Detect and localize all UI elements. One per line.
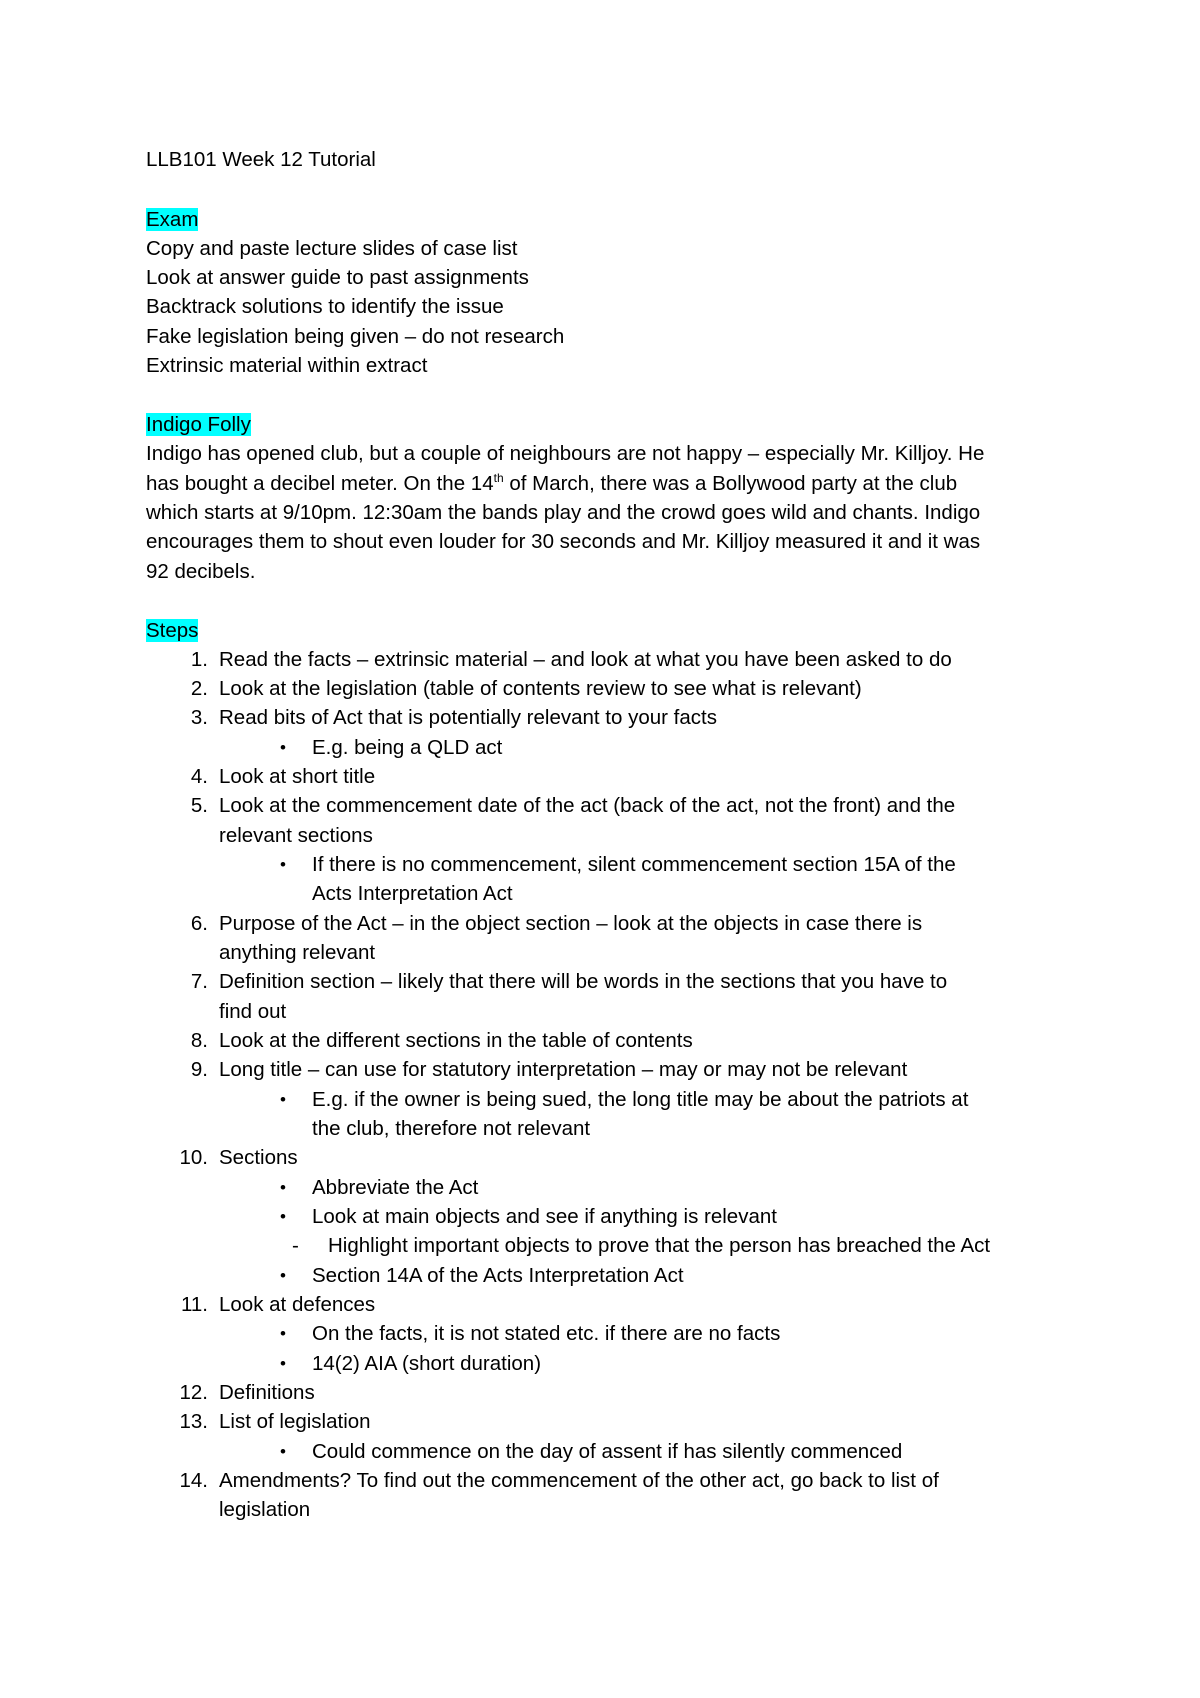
indigo-paragraph-line: 92 decibels. [146, 560, 256, 583]
indigo-paragraph-line: Indigo has opened club, but a couple of neighbours are not happy – especially Mr. Killjoy. He [146, 442, 985, 465]
document-title: LLB101 Week 12 Tutorial [146, 148, 376, 171]
steps-heading: Steps [146, 619, 199, 642]
indigo-paragraph-line: which starts at 9/10pm. 12:30am the bands play and the crowd goes wild and chants. Indigo [146, 501, 981, 524]
indigo-heading: Indigo Folly [146, 413, 251, 436]
exam-line: Look at answer guide to past assignments [146, 266, 529, 289]
exam-line: Copy and paste lecture slides of case list [146, 237, 518, 260]
indigo-paragraph-line: has bought a decibel meter. On the 14th of March, there was a Bollywood party at the club [146, 471, 958, 495]
document-page: LLB101 Week 12 Tutorial Exam Copy and paste lecture slides of case list Look at answer guide to past assignments Backtrack solutions to identify the issue Fake legislation being given – do not research Extrinsic material within extract Indigo Folly Indigo has opened club, but a couple of neighbours are not happy – especially Mr. Killjoy. He has bought a decibel meter. On the 14th of March, there was a Bollywood party at the club which starts at 9/10pm. 12:30am the bands play and the crowd goes wild and chants. Indigo encourages them to shout even louder for 30 seconds and Mr. Killjoy measured it and it was 92 decibels. Steps 1. Read the facts – extrinsic material – and look at what you have been asked to do 2. Look at the legislation (table of contents review to see what is relevant) 3. Read bits of Act that is potentially relevant to your facts • E.g. being a QLD act 4. Look at short title 5. Look at the commencement date of the act (back of the act, not the front) and the relevant sections • If there is no commencement, silent commencement section 15A of the Acts Interpretation Act 6. Purpose of the Act – in the object section – look at the objects in case there is anything relevant 7. Definition section – likely that there will be words in the sections that you have to find out 8. Look at the different sections in the table of contents 9. Long title – can use for statutory interpretation – may or may not be relevant • E.g. if the owner is being sued, the long title may be about the patriots at the club, therefore not relevant 10. Sections • Abbreviate the Act • Look at main objects and see if anything is relevant - Highlight important objects to prove that the person has breached the Act • Section 14A of the Acts Interpretation Act 11. Look at defences • On the facts, it is not stated etc. if there are no facts • 14(2) AIA (short duration) 12. Definitions 13. List of legislation • Could commence on the day of assent if has silently commenced 14. Amendments? To find out the commencement of the other act, go back to list of legislation [146, 148, 991, 1521]
exam-line: Extrinsic material within extract [146, 354, 428, 377]
indigo-paragraph-line: encourages them to shout even louder for 30 seconds and Mr. Killjoy measured it and it was [146, 530, 981, 553]
exam-heading: Exam [146, 208, 199, 231]
exam-line: Fake legislation being given – do not research [146, 325, 565, 348]
exam-line: Backtrack solutions to identify the issue [146, 295, 504, 318]
